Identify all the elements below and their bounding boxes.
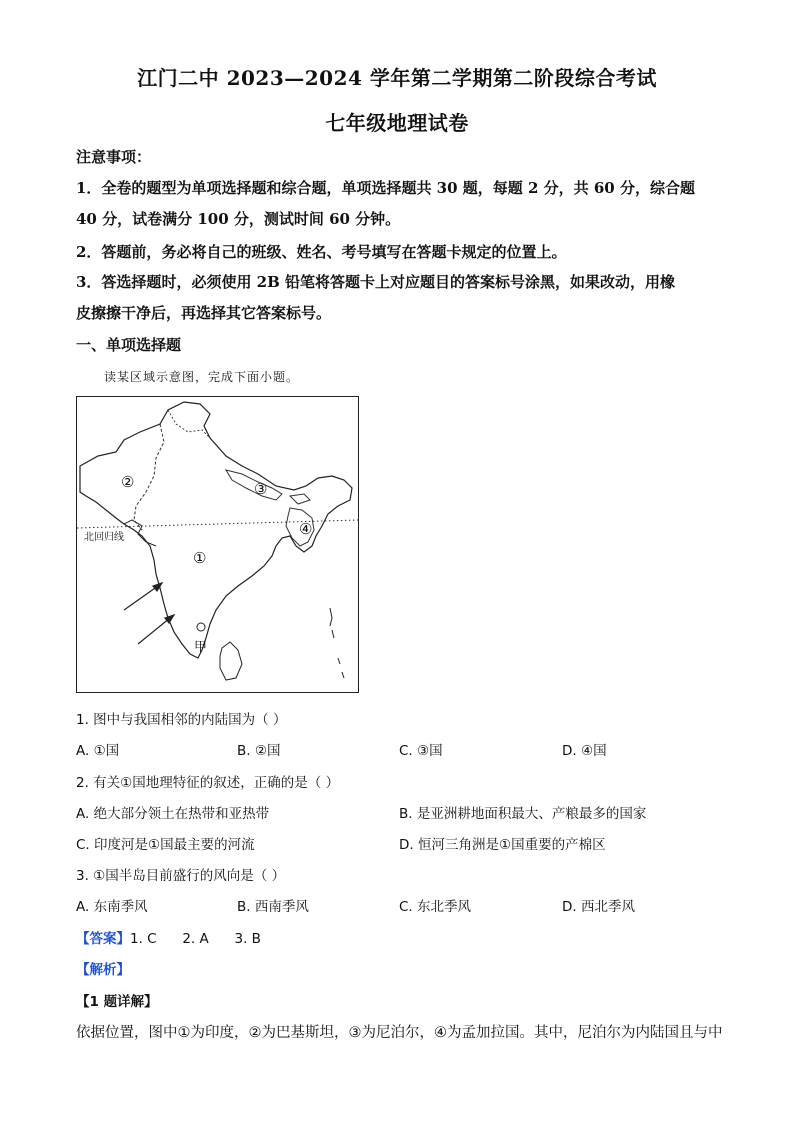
answer-row	[76, 927, 261, 947]
map-label-3: ③	[254, 480, 268, 498]
question-3-option-a[interactable]: A. 东南季风	[76, 899, 148, 915]
map-label-jia: 甲	[194, 640, 208, 655]
question-2-option-c[interactable]: C. 印度河是①国最主要的河流	[76, 837, 255, 853]
page-title: 江门二中 2023—2024 学年第二学期第二阶段综合考试	[137, 66, 657, 90]
page-subtitle: 七年级地理试卷	[325, 111, 469, 135]
section-heading: 一、单项选择题	[76, 336, 182, 354]
section-intro: 读某区域示意图，完成下面小题。	[104, 370, 300, 384]
answer-label: 【答案】	[76, 931, 130, 947]
analysis-text: 依据位置，图中①为印度，②为巴基斯坦，③为尼泊尔，④为孟加拉国。其中，尼泊尔为内陆国且与中	[76, 1025, 723, 1041]
map-label-1: ①	[193, 549, 207, 567]
notes-item-1-line-1: 1．全卷的题型为单项选择题和综合题，单项选择题共 30 题，每题 2 分，共 60 分，综合题	[76, 179, 695, 197]
notes-item-2: 2．答题前，务必将自己的班级、姓名、考号填写在答题卡规定的位置上。	[76, 243, 567, 261]
question-1-option-d[interactable]: D. ④国	[562, 743, 607, 759]
question-1-option-a[interactable]: A. ①国	[76, 743, 120, 759]
question-2-option-d[interactable]: D. 恒河三角洲是①国重要的产棉区	[399, 837, 606, 853]
notes-heading: 注意事项：	[76, 148, 152, 166]
map-label-4: ④	[299, 520, 313, 538]
region-map	[76, 396, 359, 693]
answer-values: 1. C 2. A 3. B	[130, 931, 261, 947]
notes-item-3-line-2: 皮擦擦干净后，再选择其它答案标号。	[76, 304, 332, 322]
analysis-label: 【解析】	[76, 962, 130, 978]
notes-item-1-line-2: 40 分，试卷满分 100 分，测试时间 60 分钟。	[76, 210, 401, 228]
question-1-option-c[interactable]: C. ③国	[399, 743, 443, 759]
question-2-option-a[interactable]: A. 绝大部分领土在热带和亚热带	[76, 806, 270, 822]
analysis-detail-label: 【1 题详解】	[76, 994, 158, 1010]
map-label-2: ②	[121, 473, 135, 491]
question-3-stem: 3. ①国半岛目前盛行的风向是（ ）	[76, 868, 286, 884]
question-2-option-b[interactable]: B. 是亚洲耕地面积最大、产粮最多的国家	[399, 806, 647, 822]
question-1-stem: 1. 图中与我国相邻的内陆国为（ ）	[76, 712, 287, 728]
question-1-option-b[interactable]: B. ②国	[237, 743, 281, 759]
notes-item-3-line-1: 3．答选择题时，必须使用 2B 铅笔将答题卡上对应题目的答案标号涂黑，如果改动，用橡	[76, 273, 676, 291]
question-3-option-d[interactable]: D. 西北季风	[562, 899, 635, 915]
tropic-label: 北回归线	[84, 532, 124, 543]
question-2-stem: 2. 有关①国地理特征的叙述，正确的是（ ）	[76, 775, 340, 791]
question-3-option-b[interactable]: B. 西南季风	[237, 899, 309, 915]
question-3-option-c[interactable]: C. 东北季风	[399, 899, 472, 915]
region-map-svg	[76, 396, 359, 693]
city-jia-dot	[197, 623, 205, 631]
